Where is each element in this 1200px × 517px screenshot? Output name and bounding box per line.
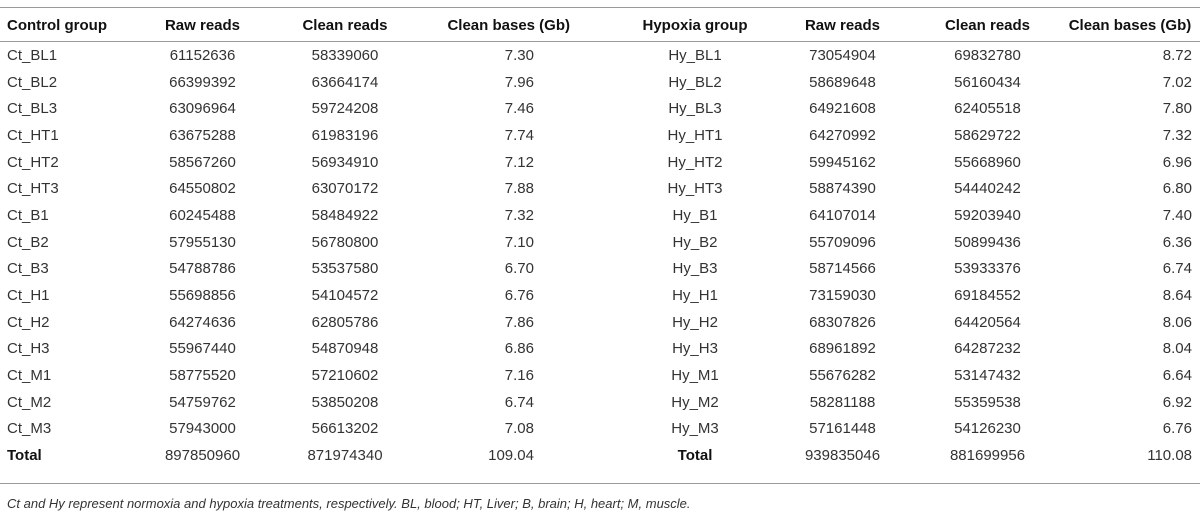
table-cell: 7.74 (504, 126, 534, 144)
table-cell: 8.72 (1162, 46, 1192, 64)
table-cell: Total (677, 447, 713, 465)
table-row (0, 149, 1200, 176)
table-cell: 60245488 (169, 206, 236, 224)
table-cell: 7.46 (504, 100, 534, 118)
table-cell: 58339060 (311, 46, 379, 64)
table-cell: Hy_HT2 (667, 153, 723, 171)
table-cell: 57943000 (169, 420, 236, 438)
sequencing-summary-table (0, 10, 1200, 469)
table-cell: 58689648 (809, 73, 876, 91)
header-hypoxia-group: Hypoxia group (620, 10, 770, 42)
table-cell: 7.88 (504, 180, 534, 198)
table-cell: Total (7, 447, 42, 465)
table-cell: 53147432 (954, 367, 1021, 385)
table-cell: 8.64 (1162, 287, 1192, 305)
table-cell: 69184552 (954, 287, 1021, 305)
table-row (0, 309, 1200, 336)
total-row (0, 442, 1200, 469)
table-cell: Hy_HT3 (667, 180, 723, 198)
table-cell: 8.04 (1162, 340, 1192, 358)
table-cell: 6.76 (1162, 420, 1192, 438)
table-cell: Hy_H1 (672, 287, 718, 305)
table-cell: 6.92 (1162, 393, 1192, 411)
table-cell: 66399392 (169, 73, 236, 91)
table-cell: 7.80 (1162, 100, 1192, 118)
table-cell: Ct_M1 (7, 367, 52, 385)
table-cell: 109.04 (488, 447, 534, 465)
table-cell: 6.86 (504, 340, 534, 358)
table-cell: 7.96 (504, 73, 534, 91)
table-cell: Ct_H2 (7, 313, 50, 331)
table-cell: Ct_M2 (7, 393, 52, 411)
table-cell: 110.08 (1147, 447, 1192, 465)
table-cell: 59945162 (809, 153, 876, 171)
table-row (0, 282, 1200, 309)
table-cell: 50899436 (954, 233, 1021, 251)
table-cell: 63070172 (311, 180, 379, 198)
table-cell: 54126230 (954, 420, 1021, 438)
table-cell: 58775520 (169, 367, 236, 385)
table-cell: 7.16 (504, 367, 534, 385)
table-cell: 55668960 (954, 153, 1021, 171)
table-cell: 6.74 (504, 393, 534, 411)
table-cell: 7.86 (504, 313, 534, 331)
table-cell: 6.70 (504, 260, 534, 278)
table-row (0, 69, 1200, 96)
table-cell: 881699956 (949, 447, 1026, 465)
table-cell: 54788786 (169, 260, 236, 278)
table-cell: 7.10 (504, 233, 534, 251)
table-cell: 55676282 (809, 367, 876, 385)
table-cell: 54104572 (311, 287, 379, 305)
table-row (0, 389, 1200, 416)
table-cell: Hy_H2 (672, 313, 718, 331)
table-cell: 64270992 (809, 126, 876, 144)
table-row (0, 336, 1200, 363)
table-cell: Ct_M3 (7, 420, 52, 438)
table-cell: 62805786 (311, 313, 379, 331)
table-cell: Hy_H3 (672, 340, 718, 358)
table-cell: Ct_HT3 (7, 180, 59, 198)
table-cell: 55359538 (954, 393, 1021, 411)
table-row (0, 42, 1200, 69)
table-cell: Ct_H3 (7, 340, 50, 358)
table-row (0, 362, 1200, 389)
table-row (0, 256, 1200, 283)
table-cell: 68961892 (809, 340, 876, 358)
table-cell: Hy_BL3 (668, 100, 722, 118)
table-cell: Ct_B2 (7, 233, 49, 251)
table-cell: 7.32 (1162, 126, 1192, 144)
table-cell: 54440242 (954, 180, 1021, 198)
table-cell: 57210602 (311, 367, 379, 385)
table-cell: 56160434 (954, 73, 1021, 91)
table-cell: 63675288 (169, 126, 236, 144)
table-cell: 62405518 (954, 100, 1021, 118)
table-cell: 897850960 (164, 447, 241, 465)
table-cell: 53850208 (311, 393, 379, 411)
table-cell: 68307826 (809, 313, 876, 331)
table-cell: 7.08 (504, 420, 534, 438)
table-cell: Hy_M1 (671, 367, 719, 385)
table-cell: 53933376 (954, 260, 1021, 278)
table-cell: 53537580 (311, 260, 379, 278)
bottom-rule (0, 483, 1200, 484)
table-cell: Hy_M2 (671, 393, 719, 411)
table-cell: 58567260 (169, 153, 236, 171)
table-footnote: Ct and Hy represent normoxia and hypoxia treatments, respectively. BL, blood; HT, Liver; B, brain; H, heart; M, muscle. (7, 496, 691, 511)
table-cell: 54759762 (169, 393, 236, 411)
header-clean-bases-hypoxia: Clean bases (Gb) (1060, 10, 1200, 42)
table-cell: 939835046 (804, 447, 881, 465)
table-cell: 55967440 (169, 340, 236, 358)
header-raw-reads-hypoxia: Raw reads (770, 10, 915, 42)
table-cell: 59724208 (311, 100, 379, 118)
table-row (0, 95, 1200, 122)
table-cell: 59203940 (954, 206, 1021, 224)
table-cell: Ct_BL1 (7, 46, 58, 64)
table-cell: 64921608 (809, 100, 876, 118)
header-control-group: Control group (0, 10, 130, 42)
table-cell: 73159030 (809, 287, 876, 305)
table-cell: 73054904 (809, 46, 876, 64)
table-cell: Hy_HT1 (667, 126, 723, 144)
table-cell: Hy_B3 (672, 260, 718, 278)
table-cell: Ct_BL2 (7, 73, 58, 91)
table-cell: 6.36 (1162, 233, 1192, 251)
table-row (0, 202, 1200, 229)
table-cell: 64274636 (169, 313, 236, 331)
table-cell: 69832780 (954, 46, 1021, 64)
table-cell: 57955130 (169, 233, 236, 251)
header-clean-bases-control: Clean bases (Gb) (415, 10, 620, 42)
table-cell: 7.12 (504, 153, 534, 171)
table-cell: 6.96 (1162, 153, 1192, 171)
table-body (0, 42, 1200, 470)
table-cell: 64287232 (954, 340, 1021, 358)
header-clean-reads-hypoxia: Clean reads (915, 10, 1060, 42)
table-cell: 6.64 (1162, 367, 1192, 385)
header-row (0, 10, 1200, 42)
table-cell: Ct_H1 (7, 287, 50, 305)
table-row (0, 175, 1200, 202)
table-cell: 6.76 (504, 287, 534, 305)
table-cell: 58281188 (809, 393, 876, 411)
table-cell: Hy_BL1 (668, 46, 722, 64)
table-cell: 61983196 (311, 126, 379, 144)
table-cell: 8.06 (1162, 313, 1192, 331)
table-cell: 7.30 (504, 46, 534, 64)
table-cell: 63096964 (169, 100, 236, 118)
table-cell: 64420564 (954, 313, 1021, 331)
table-cell: 55709096 (809, 233, 876, 251)
header-raw-reads-control: Raw reads (130, 10, 275, 42)
top-rule (0, 7, 1200, 8)
table-cell: 56934910 (311, 153, 379, 171)
table-cell: 56780800 (311, 233, 379, 251)
table-cell: 6.80 (1162, 180, 1192, 198)
table-cell: Hy_M3 (671, 420, 719, 438)
table-cell: 64107014 (809, 206, 876, 224)
table-row (0, 122, 1200, 149)
table-row (0, 229, 1200, 256)
table-cell: 63664174 (311, 73, 379, 91)
table-cell: 55698856 (169, 287, 236, 305)
table-cell: 58484922 (311, 206, 379, 224)
table-row (0, 416, 1200, 443)
table-cell: 56613202 (311, 420, 379, 438)
table-cell: 7.40 (1162, 206, 1192, 224)
table-cell: 61152636 (169, 46, 236, 64)
table-cell: 54870948 (311, 340, 379, 358)
table-cell: 58714566 (809, 260, 876, 278)
table-cell: 58629722 (954, 126, 1021, 144)
table-cell: 6.74 (1162, 260, 1192, 278)
table-cell: 7.32 (504, 206, 534, 224)
table-cell: 871974340 (307, 447, 383, 465)
table-cell: Ct_B3 (7, 260, 49, 278)
table-cell: Ct_BL3 (7, 100, 58, 118)
table-cell: 57161448 (809, 420, 876, 438)
table-cell: Hy_B2 (672, 233, 718, 251)
table-cell: Hy_BL2 (668, 73, 722, 91)
table-cell: Ct_B1 (7, 206, 49, 224)
table-cell: Hy_B1 (672, 206, 718, 224)
table-cell: 7.02 (1162, 73, 1192, 91)
table-cell: 64550802 (169, 180, 236, 198)
table-cell: 58874390 (809, 180, 876, 198)
header-clean-reads-control: Clean reads (275, 10, 415, 42)
table-cell: Ct_HT2 (7, 153, 59, 171)
table-cell: Ct_HT1 (7, 126, 59, 144)
